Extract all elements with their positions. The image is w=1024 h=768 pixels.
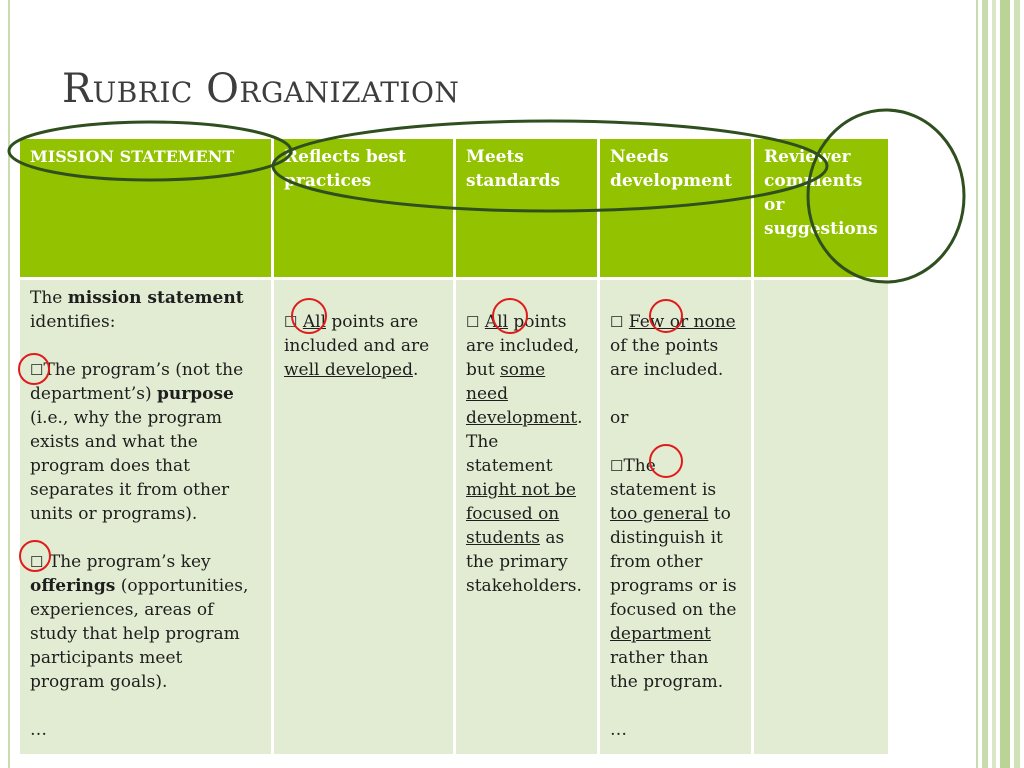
item-purpose-bold: purpose [157,384,234,404]
checkbox-meets-standards[interactable]: ☐ [466,313,480,331]
best-text: points are included and are [284,312,430,356]
underlined-well-developed: well developed [284,360,413,380]
ellipsis: … [30,720,47,740]
or-text: or [610,408,629,428]
underlined-not-focused: might not be focused on students [466,480,576,548]
header-col3-label: Meets standards [466,147,561,191]
header-needs-development [600,139,751,277]
intro-bold: mission statement [67,288,244,308]
reviewer-comments-cell[interactable] [754,280,888,754]
checkbox-best-practices[interactable]: ☐ [284,313,298,331]
best-text-end: . [413,360,419,380]
header-reviewer-comments [754,139,888,277]
needs-text-3: to distinguish it from other programs or is focused on the [610,504,737,620]
header-col4-label: Needs development [610,147,733,191]
header-col5-label: Reviewer comments or suggestions [764,147,878,239]
underlined-all: All [302,312,327,332]
item-offerings-bold: offerings [30,576,116,596]
meets-text-2: . The statement [466,408,583,476]
header-col2-label: Reflects best practices [284,147,406,191]
right-decor-bars [978,0,1024,768]
checkbox-too-general[interactable]: ☐ [610,457,624,475]
left-frame-line [8,0,10,768]
underlined-too-general: too general [610,504,709,524]
underlined-some-need-development: some need development [466,360,578,428]
underlined-all: All [484,312,509,332]
checkbox-few-or-none[interactable]: ☐ [610,313,624,331]
rubric-table [17,136,891,757]
meets-standards-cell [456,280,597,754]
mission-statement-criteria [20,280,271,754]
criteria-row [20,280,888,754]
item-offerings-text-end: (opportunities, experiences, areas of study that help program participants meet program goals). [30,576,249,692]
ellipsis: … [610,720,627,740]
underlined-department: department [610,624,711,644]
header-reflects-best-practices [274,139,453,277]
item-offerings-text: The program’s key [43,552,211,572]
intro-text: The [30,288,68,308]
meets-text-end: as the primary stakeholders. [466,528,582,596]
header-col1-label: MISSION STATEMENT [30,147,235,166]
item-purpose-text: The program’s (not the department’s) [30,360,244,404]
header-meets-standards [456,139,597,277]
checkbox-offerings[interactable]: ☐ [30,553,44,571]
item-purpose-text-end: (i.e., why the program exists and what the program does that separates it from other units or programs). [30,408,230,524]
header-row [20,139,888,277]
page-title: Rubric Organization [62,66,460,112]
underlined-few-or-none: Few or none [628,312,736,332]
reflects-best-practices-cell [274,280,453,754]
needs-text-end: rather than the program. [610,648,724,692]
checkbox-purpose[interactable]: ☐ [30,361,44,379]
needs-development-cell [600,280,751,754]
meets-text: points are included, but [466,312,580,380]
header-mission-statement [20,139,271,277]
intro-text-end: identifies: [30,312,116,332]
needs-text-2: The statement is [610,456,717,500]
needs-text: of the points are included. [610,336,724,380]
